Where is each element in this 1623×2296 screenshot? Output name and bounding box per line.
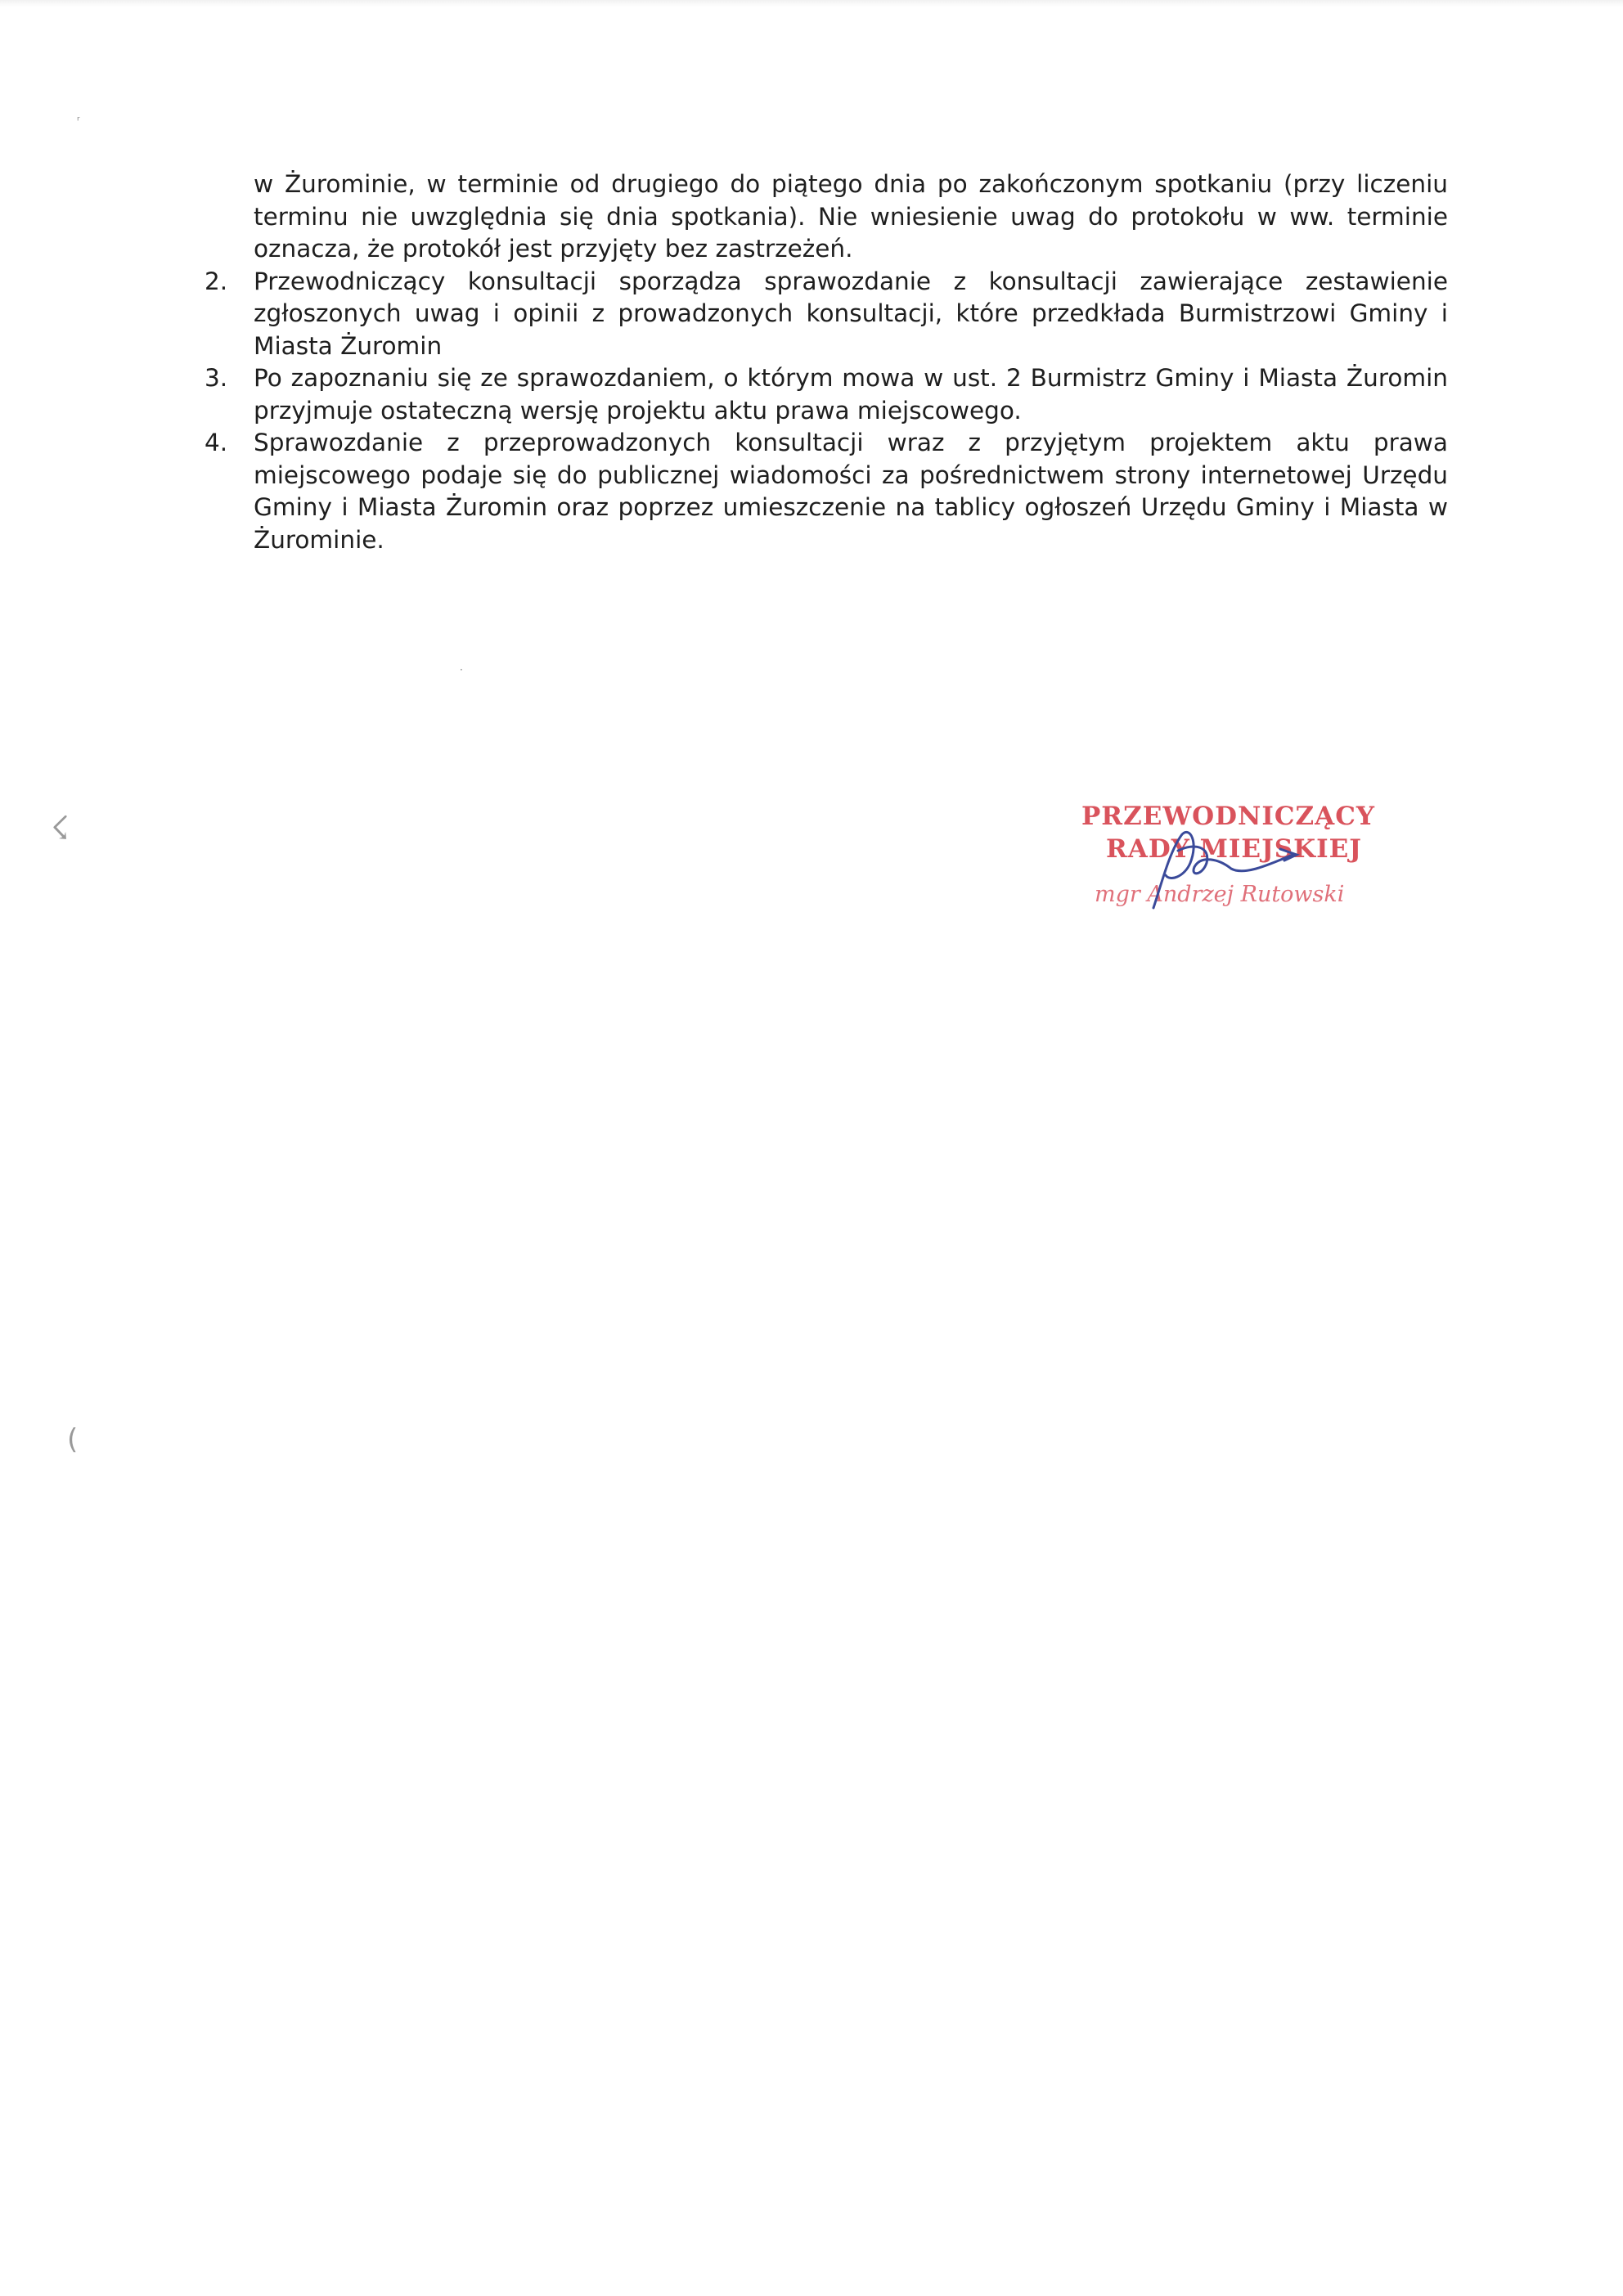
list-item-number: 3. <box>205 364 228 392</box>
list-item <box>205 362 1448 427</box>
numbered-list <box>205 266 1448 557</box>
handwritten-signature <box>1121 818 1333 916</box>
scan-mark: ( <box>67 1423 79 1456</box>
official-stamp <box>1055 785 1382 949</box>
stamp-name: mgr Andrzej Rutowski <box>1095 882 1345 907</box>
scan-edge <box>0 0 1623 7</box>
list-item-text: Sprawozdanie z przeprowadzonych konsultacji wraz z przyjętym projektem aktu prawa miejscowego podaje się do publicznej wiadomości za pośrednictwem strony internetowej Urzędu Gminy i Miasta Żuromin oraz poprzez umieszczenie na tablicy ogłoszeń Urzędu Gminy i Miasta w Żurominie. <box>254 429 1448 554</box>
document-body <box>205 168 1448 556</box>
stamp-title: PRZEWODNICZĄCY <box>1081 802 1376 831</box>
list-item <box>205 266 1448 363</box>
list-item-text: Przewodniczący konsultacji sporządza sprawozdanie z konsultacji zawierające zestawienie zgłoszonych uwag i opinii z prowadzonych konsultacji, które przedkłada Burmistrzowi Gminy i Miasta Żuromin <box>254 267 1448 360</box>
stamp-subtitle: RADY MIEJSKIEJ <box>1106 834 1362 864</box>
scan-mark: ʳ <box>77 115 80 128</box>
list-item-text: Po zapoznaniu się ze sprawozdaniem, o którym mowa w ust. 2 Burmistrz Gminy i Miasta Żuromin przyjmuje ostateczną wersję projektu aktu prawa miejscowego. <box>254 364 1448 425</box>
list-item <box>205 427 1448 556</box>
list-item-number: 2. <box>205 267 228 295</box>
scan-mark: · <box>460 664 463 676</box>
continuation-paragraph: w Żurominie, w terminie od drugiego do piątego dnia po zakończonym spotkaniu (przy liczeniu terminu nie uwzględnia się dnia spotkania). Nie wniesienie uwag do protokołu w ww. terminie oznacza, że protokół jest przyjęty bez zastrzeżeń. <box>254 170 1448 263</box>
list-item-number: 4. <box>205 429 228 456</box>
scan-mark: ☇ <box>51 810 70 847</box>
